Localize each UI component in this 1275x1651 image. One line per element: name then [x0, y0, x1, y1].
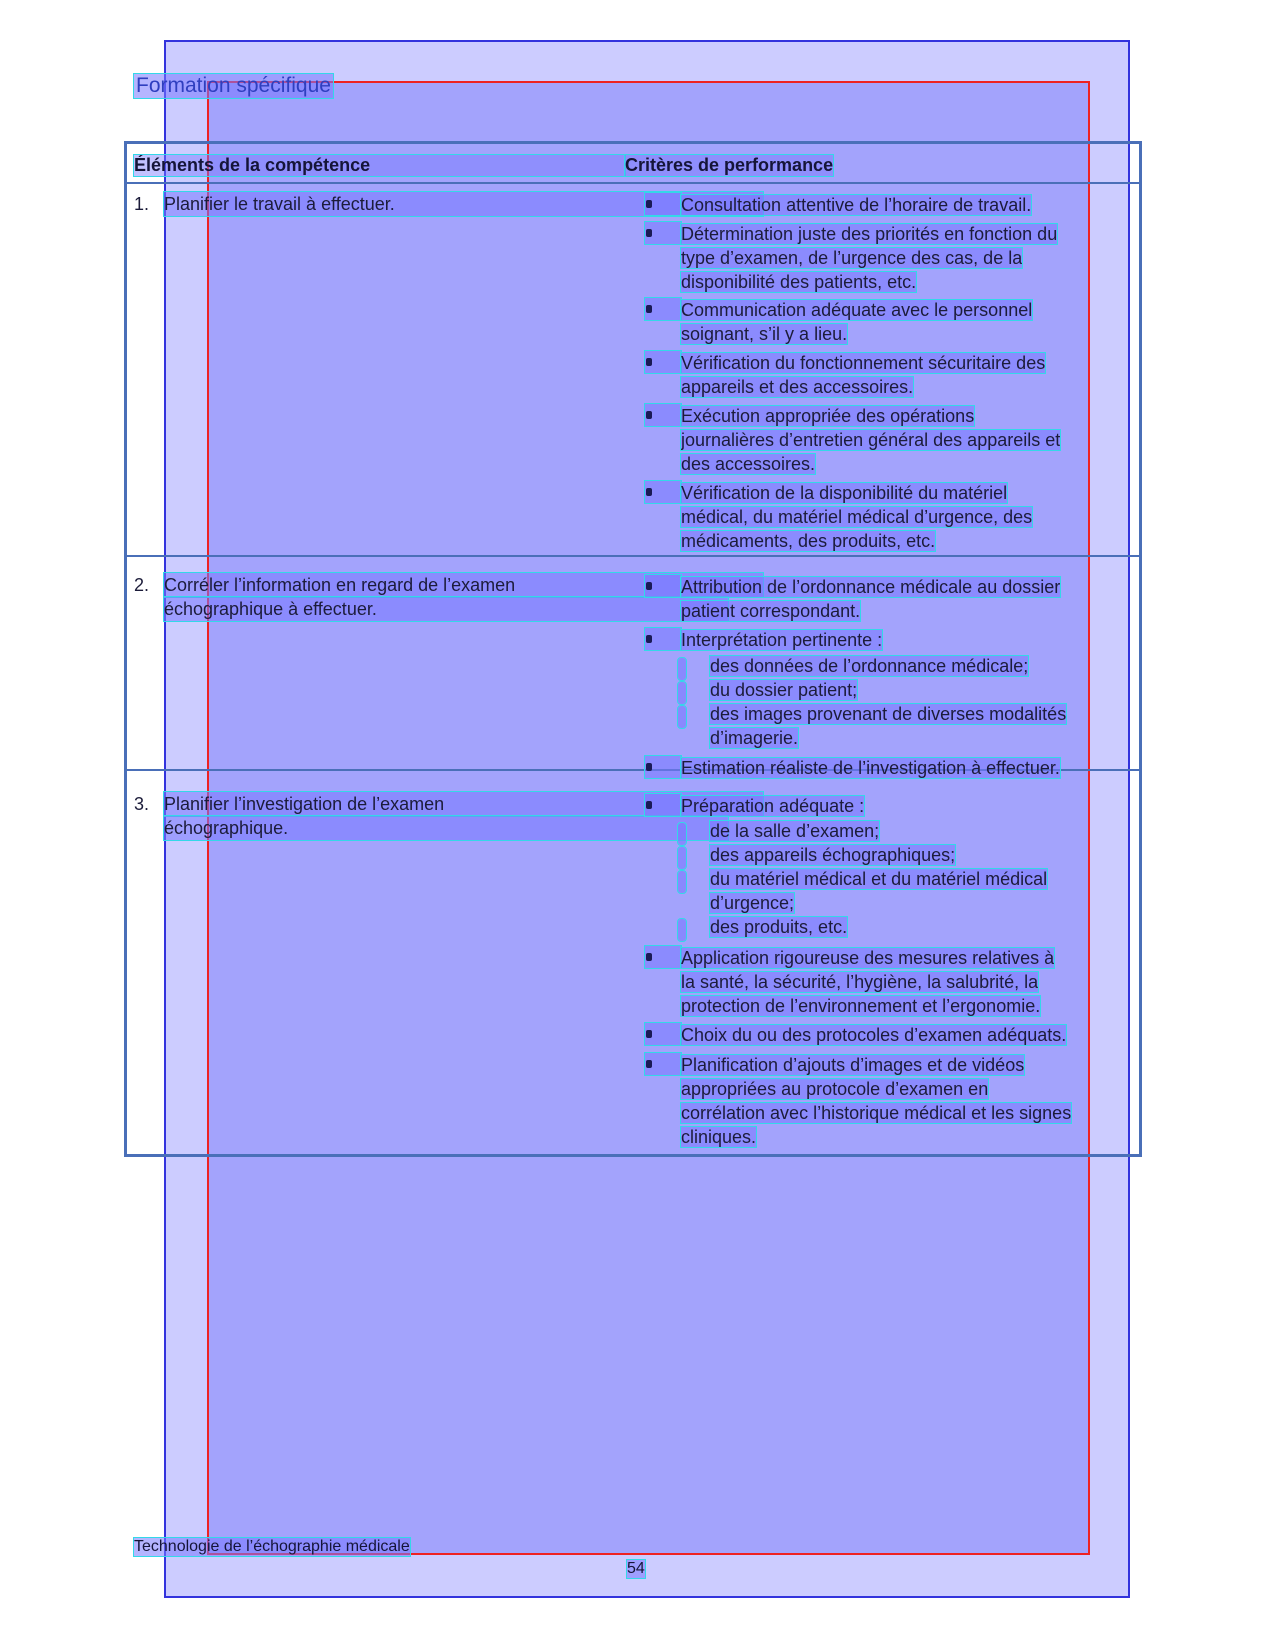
- criterion-text: cliniques.: [681, 1127, 757, 1147]
- bullet-icon: [645, 575, 681, 597]
- column-header-criteria: Critères de performance: [625, 155, 834, 175]
- criterion-text: Estimation réaliste de l’investigation à effectuer.: [681, 758, 1060, 778]
- bullet-icon: [645, 193, 681, 215]
- element-number: 3.: [134, 794, 150, 814]
- page-number: 54: [627, 1560, 645, 1577]
- dash-icon: [678, 823, 686, 845]
- criterion-text: des accessoires.: [681, 454, 816, 474]
- table-header-divider: [127, 182, 1139, 184]
- footer-title: Technologie de l’échographie médicale: [134, 1538, 410, 1555]
- element-text: Corréler l’information en regard de l’examen: [164, 573, 763, 597]
- criterion-text: journalières d’entretien général des appareils et: [681, 430, 1061, 450]
- sub-criterion-text: d’urgence;: [710, 893, 795, 913]
- element-number: 1.: [134, 194, 150, 214]
- sub-criterion-text: des images provenant de diverses modalités: [710, 704, 1067, 724]
- dash-icon: [678, 919, 686, 941]
- bullet-icon: [645, 222, 681, 244]
- criterion-text: Vérification de la disponibilité du matériel: [681, 483, 1008, 503]
- sub-criterion-text: d’imagerie.: [710, 728, 799, 748]
- sub-criterion-text: de la salle d’examen;: [710, 821, 880, 841]
- criterion-text: la santé, la sécurité, l’hygiène, la salubrité, la: [681, 972, 1039, 992]
- criterion-text: appareils et des accessoires.: [681, 377, 914, 397]
- criterion-text: Communication adéquate avec le personnel: [681, 300, 1033, 320]
- bullet-icon: [645, 351, 681, 373]
- bullet-icon: [645, 481, 681, 503]
- element-1: [134, 192, 395, 216]
- bullet-icon: [645, 628, 681, 650]
- bullet-icon: [645, 404, 681, 426]
- bullet-icon: [645, 756, 681, 778]
- criterion-text: type d’examen, de l’urgence des cas, de la: [681, 248, 1023, 268]
- sub-criterion-text: des données de l’ordonnance médicale;: [710, 656, 1029, 676]
- sub-criterion-text: des produits, etc.: [710, 917, 848, 937]
- dash-icon: [678, 871, 686, 893]
- column-header-elements: Éléments de la compétence: [134, 155, 625, 176]
- criterion-text: soignant, s’il y a lieu.: [681, 324, 848, 344]
- criterion-text: Préparation adéquate :: [681, 796, 865, 816]
- criterion-text: Exécution appropriée des opérations: [681, 406, 975, 426]
- bullet-icon: [645, 298, 681, 320]
- element-2: [134, 573, 516, 619]
- bullet-icon: [645, 794, 681, 816]
- criterion-text: Détermination juste des priorités en fonction du: [681, 224, 1058, 244]
- criterion-text: disponibilité des patients, etc.: [681, 272, 917, 292]
- criterion-text: Attribution de l’ordonnance médicale au dossier: [681, 577, 1061, 597]
- bullet-icon: [645, 1023, 681, 1045]
- element-3: [134, 792, 445, 838]
- criterion-text: corrélation avec l’historique médical et les signes: [681, 1103, 1072, 1123]
- sub-criterion-text: des appareils échographiques;: [710, 845, 956, 865]
- criterion-text: Consultation attentive de l’horaire de travail.: [681, 195, 1032, 215]
- sub-criterion-text: du dossier patient;: [710, 680, 858, 700]
- criterion-text: patient correspondant.: [681, 601, 861, 621]
- criterion-text: Vérification du fonctionnement sécuritaire des: [681, 353, 1046, 373]
- page-title: Formation spécifique: [136, 74, 331, 97]
- criterion-text: protection de l’environnement et l’ergonomie.: [681, 996, 1041, 1016]
- element-text: échographique.: [164, 816, 728, 840]
- table-row-divider: [127, 555, 1139, 557]
- criterion-text: médicaments, des produits, etc.: [681, 531, 936, 551]
- criterion-text: médical, du matériel médical d’urgence, des: [681, 507, 1033, 527]
- element-number: 2.: [134, 575, 150, 595]
- bullet-icon: [645, 1053, 681, 1075]
- dash-icon: [678, 682, 686, 704]
- sub-criterion-text: du matériel médical et du matériel médical: [710, 869, 1048, 889]
- criterion-text: Planification d’ajouts d’images et de vidéos: [681, 1055, 1025, 1075]
- element-text: Planifier le travail à effectuer.: [164, 192, 763, 216]
- element-text: échographique à effectuer.: [164, 597, 728, 621]
- criterion-text: appropriées au protocole d’examen en: [681, 1079, 989, 1099]
- dash-icon: [678, 847, 686, 869]
- criterion-text: Application rigoureuse des mesures relatives à: [681, 948, 1055, 968]
- element-text: Planifier l’investigation de l’examen: [164, 792, 763, 816]
- dash-icon: [678, 706, 686, 728]
- criterion-text: Interprétation pertinente :: [681, 630, 883, 650]
- bullet-icon: [645, 946, 681, 968]
- criterion-text: Choix du ou des protocoles d’examen adéquats.: [681, 1025, 1067, 1045]
- dash-icon: [678, 658, 686, 680]
